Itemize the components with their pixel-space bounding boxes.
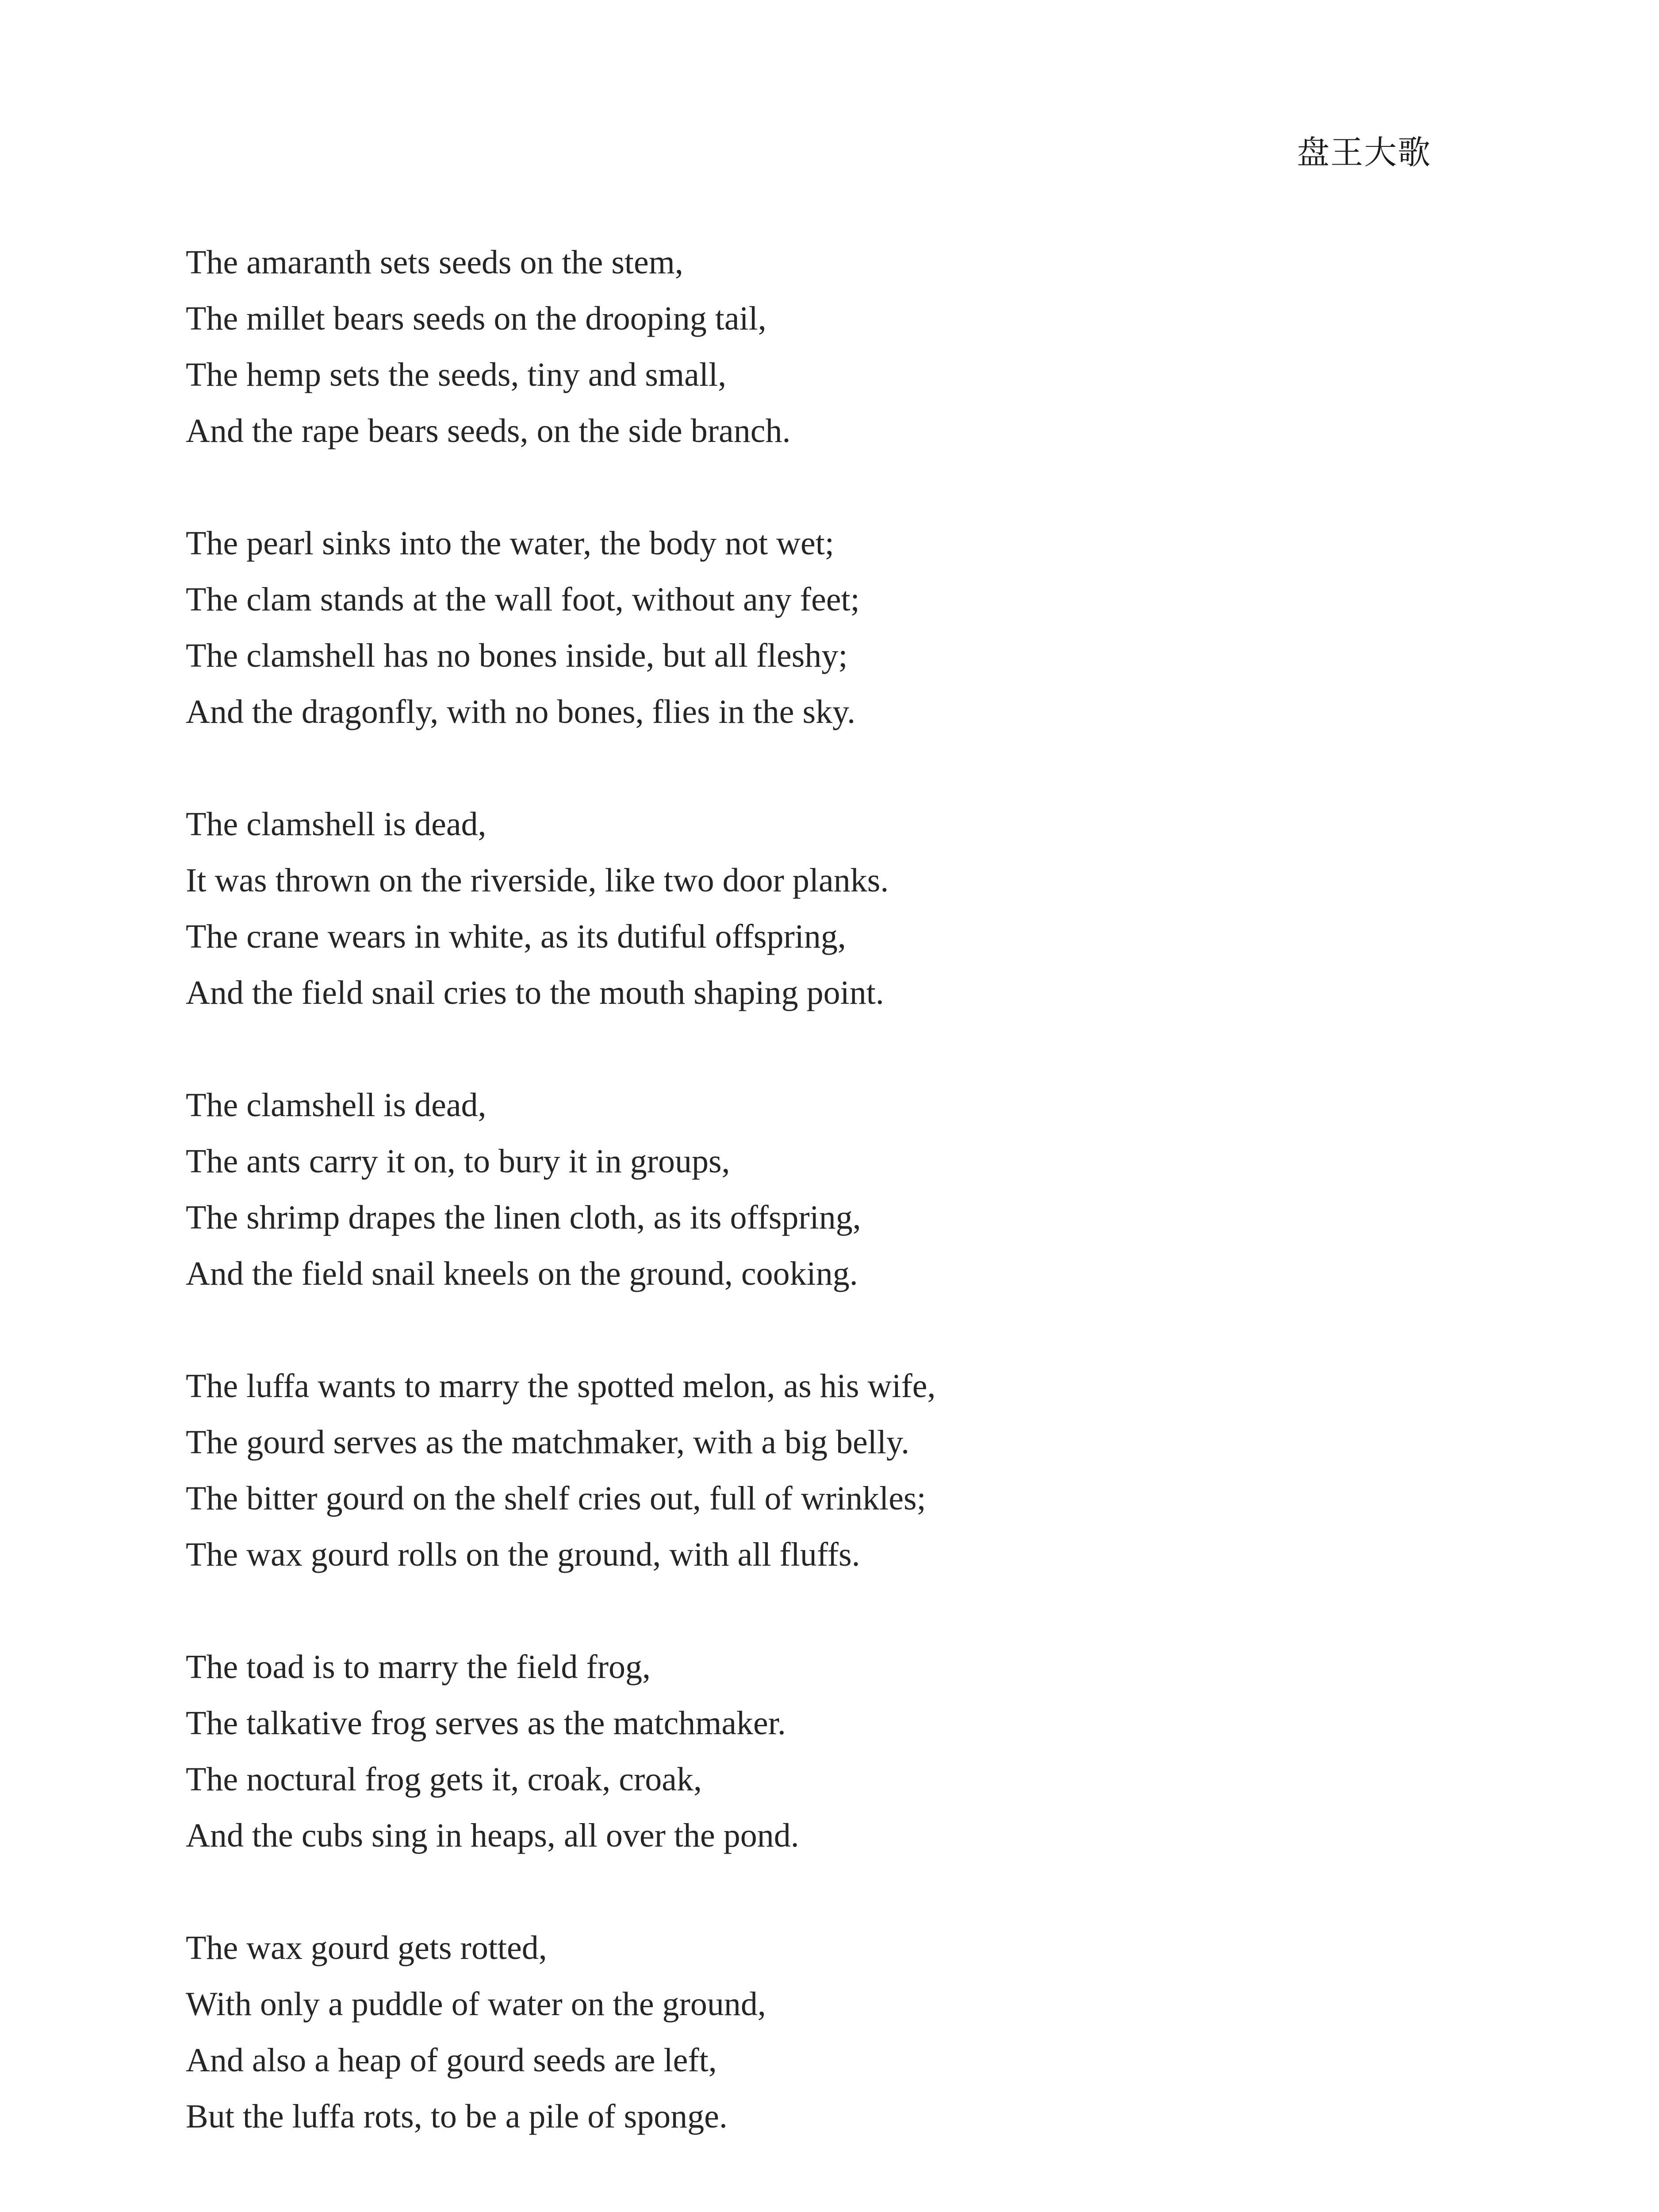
poem-line: The luffa wants to marry the spotted melon, as his wife, xyxy=(186,1367,936,1405)
stanza xyxy=(186,1358,1468,1583)
poem-line: The shrimp drapes the linen cloth, as its offspring, xyxy=(186,1199,861,1236)
poem-line: The clamshell is dead, xyxy=(186,1087,487,1124)
poem-line: And the rape bears seeds, on the side branch. xyxy=(186,412,791,449)
poem-line: But the luffa rots, to be a pile of sponge. xyxy=(186,2098,728,2135)
stanza xyxy=(186,1077,1468,1302)
stanza xyxy=(186,796,1468,1021)
poem-body xyxy=(186,234,1468,2201)
poem-line: The talkative frog serves as the matchmaker. xyxy=(186,1705,786,1742)
poem-line: The clamshell is dead, xyxy=(186,806,487,843)
poem-line: The millet bears seeds on the drooping tail, xyxy=(186,300,766,337)
poem-line: The amaranth sets seeds on the stem, xyxy=(186,244,683,281)
poem-line: The gourd serves as the matchmaker, with a big belly. xyxy=(186,1424,910,1461)
poem-line: And the cubs sing in heaps, all over the pond. xyxy=(186,1817,799,1854)
poem-line: And the dragonfly, with no bones, flies in the sky. xyxy=(186,693,856,730)
poem-line: The clam stands at the wall foot, without any feet; xyxy=(186,581,860,618)
poem-line: The wax gourd rolls on the ground, with all fluffs. xyxy=(186,1536,860,1573)
poem-line: The crane wears in white, as its dutiful offspring, xyxy=(186,918,846,955)
poem-line: The wax gourd gets rotted, xyxy=(186,1929,547,1966)
poem-line: The clamshell has no bones inside, but all fleshy; xyxy=(186,637,848,674)
poem-line: And the field snail cries to the mouth shaping point. xyxy=(186,974,884,1011)
poem-line: The hemp sets the seeds, tiny and small, xyxy=(186,356,727,393)
poem-line: It was thrown on the riverside, like two door planks. xyxy=(186,862,889,899)
poem-line: The ants carry it on, to bury it in groups, xyxy=(186,1143,730,1180)
stanza xyxy=(186,1920,1468,2145)
stanza xyxy=(186,1639,1468,1864)
poem-line: The noctural frog gets it, croak, croak, xyxy=(186,1761,702,1798)
poem-line: The bitter gourd on the shelf cries out, full of wrinkles; xyxy=(186,1480,926,1517)
poem-line: With only a puddle of water on the ground, xyxy=(186,1985,766,2023)
poem-line: And the field snail kneels on the ground, cooking. xyxy=(186,1255,858,1292)
stanza xyxy=(186,234,1468,459)
poem-line: The toad is to marry the field frog, xyxy=(186,1648,651,1686)
stanza xyxy=(186,515,1468,740)
poem-line: And also a heap of gourd seeds are left, xyxy=(186,2042,717,2079)
poem-line: The pearl sinks into the water, the body not wet; xyxy=(186,525,834,562)
running-head: 盘王大歌 xyxy=(1297,134,1431,172)
